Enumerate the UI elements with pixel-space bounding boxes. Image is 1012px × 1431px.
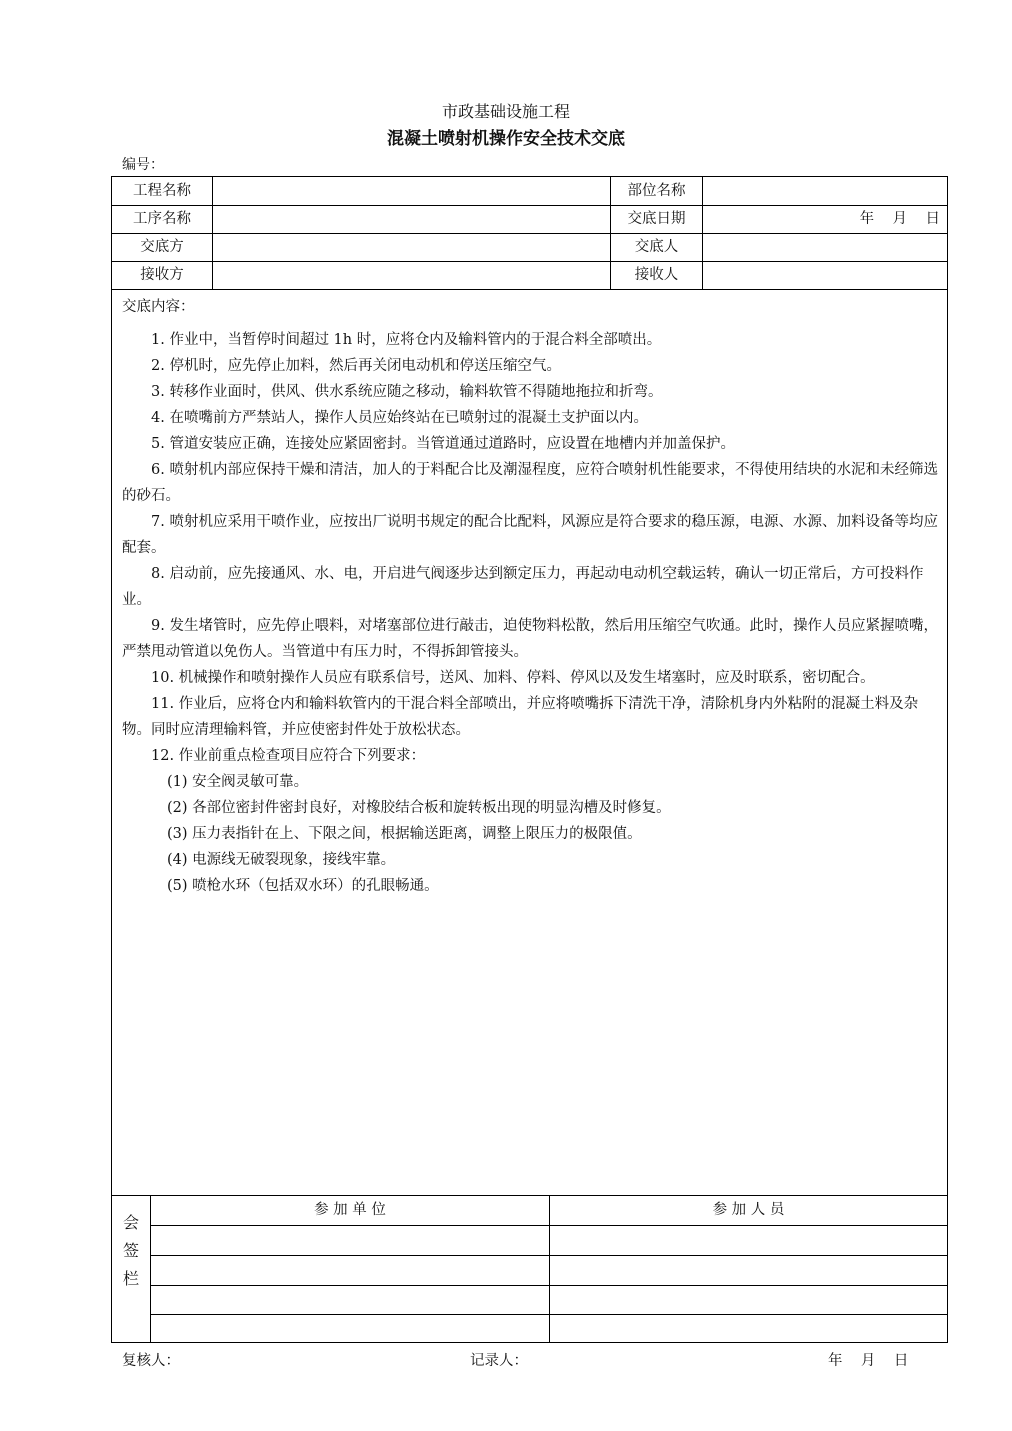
process-name-label: 工序名称 — [133, 211, 191, 227]
content-item: 10. 机械操作和喷射操作人员应有联系信号，送风、加料、停料、停风以及发生堵塞时，应及时联系，密切配合。 — [151, 670, 875, 686]
content-item: 12. 作业前重点检查项目应符合下列要求： — [151, 748, 426, 764]
content-subitem: (4) 电源线无破裂现象，接线牢靠。 — [166, 852, 396, 868]
receiver-party-label: 接收方 — [140, 267, 184, 283]
content-subitem: (2) 各部位密封件密封良好，对橡胶结合板和旋转板出现的明显沟槽及时修复。 — [166, 800, 671, 816]
content-body — [122, 327, 939, 899]
disclosure-date-field[interactable]: 年 月 日 — [859, 211, 940, 227]
signoff-person-cell[interactable] — [550, 1226, 947, 1254]
giver-person-field[interactable] — [703, 233, 947, 261]
footer-date: 年 月 日 — [828, 1353, 909, 1369]
disclosure-form — [111, 176, 948, 1343]
org-title: 市政基础设施工程 — [441, 102, 570, 121]
content-item: 8. 启动前，应先接通风、水、电，开启进气阀逐步达到额定压力，再起动电动机空载运转，确认一切正常后，方可投料作业。 — [122, 566, 924, 608]
disclosure-date-label: 交底日期 — [627, 211, 686, 227]
content-item: 4. 在喷嘴前方严禁站人，操作人员应始终站在已喷射过的混凝土支护面以内。 — [151, 410, 648, 426]
content-item: 6. 喷射机内部应保持干燥和清洁，加人的于料配合比及潮湿程度，应符合喷射机性能要求，不得使用结块的水泥和未经筛选的砂石。 — [122, 462, 938, 504]
content-subitem: (3) 压力表指针在上、下限之间，根据输送距离，调整上限压力的极限值。 — [166, 826, 642, 842]
content-subitem: (1) 安全阀灵敏可靠。 — [166, 774, 309, 790]
content-label: 交底内容： — [122, 299, 195, 315]
receiver-party-field[interactable] — [213, 261, 610, 289]
project-name-label: 工程名称 — [133, 183, 191, 199]
signoff-person-cell[interactable] — [550, 1286, 947, 1314]
signoff-unit-cell[interactable] — [151, 1315, 549, 1343]
signoff-person-cell[interactable] — [550, 1256, 947, 1284]
signoff-unit-cell[interactable] — [151, 1286, 549, 1314]
content-item: 3. 转移作业面时，供风、供水系统应随之移动，输料软管不得随地拖拉和折弯。 — [151, 384, 663, 400]
content-item: 7. 喷射机应采用干喷作业，应按出厂说明书规定的配合比配料，风源应是符合要求的稳压源，电源、水源、加料设备等均应配套。 — [122, 514, 938, 556]
part-name-label: 部位名称 — [627, 183, 686, 199]
receiver-person-field[interactable] — [703, 261, 947, 289]
signoff-unit-cell[interactable] — [151, 1226, 549, 1254]
receiver-person-label: 接收人 — [634, 267, 679, 283]
content-item: 5. 管道安装应正确，连接处应紧固密封。当管道通过道路时，应设置在地槽内并加盖保护。 — [151, 436, 735, 452]
participating-person-header: 参 加 人 员 — [712, 1202, 785, 1218]
participating-unit-header: 参 加 单 位 — [314, 1202, 386, 1218]
recorder-label: 记录人： — [470, 1353, 528, 1369]
signoff-side-label: 会 签 栏 — [122, 1213, 139, 1288]
serial-number-label: 编号： — [122, 157, 164, 173]
content-item: 9. 发生堵管时，应先停止喂料，对堵塞部位进行敲击，迫使物料松散，然后用压缩空气吹通。此时，操作人员应紧握喷嘴，严禁甩动管道以免伤人。当管道中有压力时，不得拆卸管接头。 — [122, 618, 938, 660]
signoff-unit-cell[interactable] — [151, 1256, 549, 1284]
content-item: 11. 作业后，应将仓内和输料软管内的干混合料全部喷出，并应将喷嘴拆下清洗干净，清除机身内外粘附的混凝土料及杂物。同时应清理输料管，并应使密封件处于放松状态。 — [122, 696, 919, 738]
document-title: 混凝土喷射机操作安全技术交底 — [387, 129, 625, 149]
giver-party-label: 交底方 — [140, 239, 184, 255]
process-name-field[interactable] — [213, 205, 610, 233]
content-subitem: (5) 喷枪水环（包括双水环）的孔眼畅通。 — [166, 878, 439, 894]
content-item: 2. 停机时，应先停止加料，然后再关闭电动机和停送压缩空气。 — [151, 358, 561, 374]
reviewer-label: 复核人： — [122, 1353, 180, 1369]
project-name-field[interactable] — [213, 177, 610, 205]
signoff-person-cell[interactable] — [550, 1315, 947, 1343]
giver-party-field[interactable] — [213, 233, 610, 261]
content-item: 1. 作业中，当暂停时间超过 1h 时，应将仓内及输料管内的于混合料全部喷出。 — [151, 332, 662, 348]
giver-person-label: 交底人 — [634, 239, 679, 255]
part-name-field[interactable] — [703, 177, 947, 205]
